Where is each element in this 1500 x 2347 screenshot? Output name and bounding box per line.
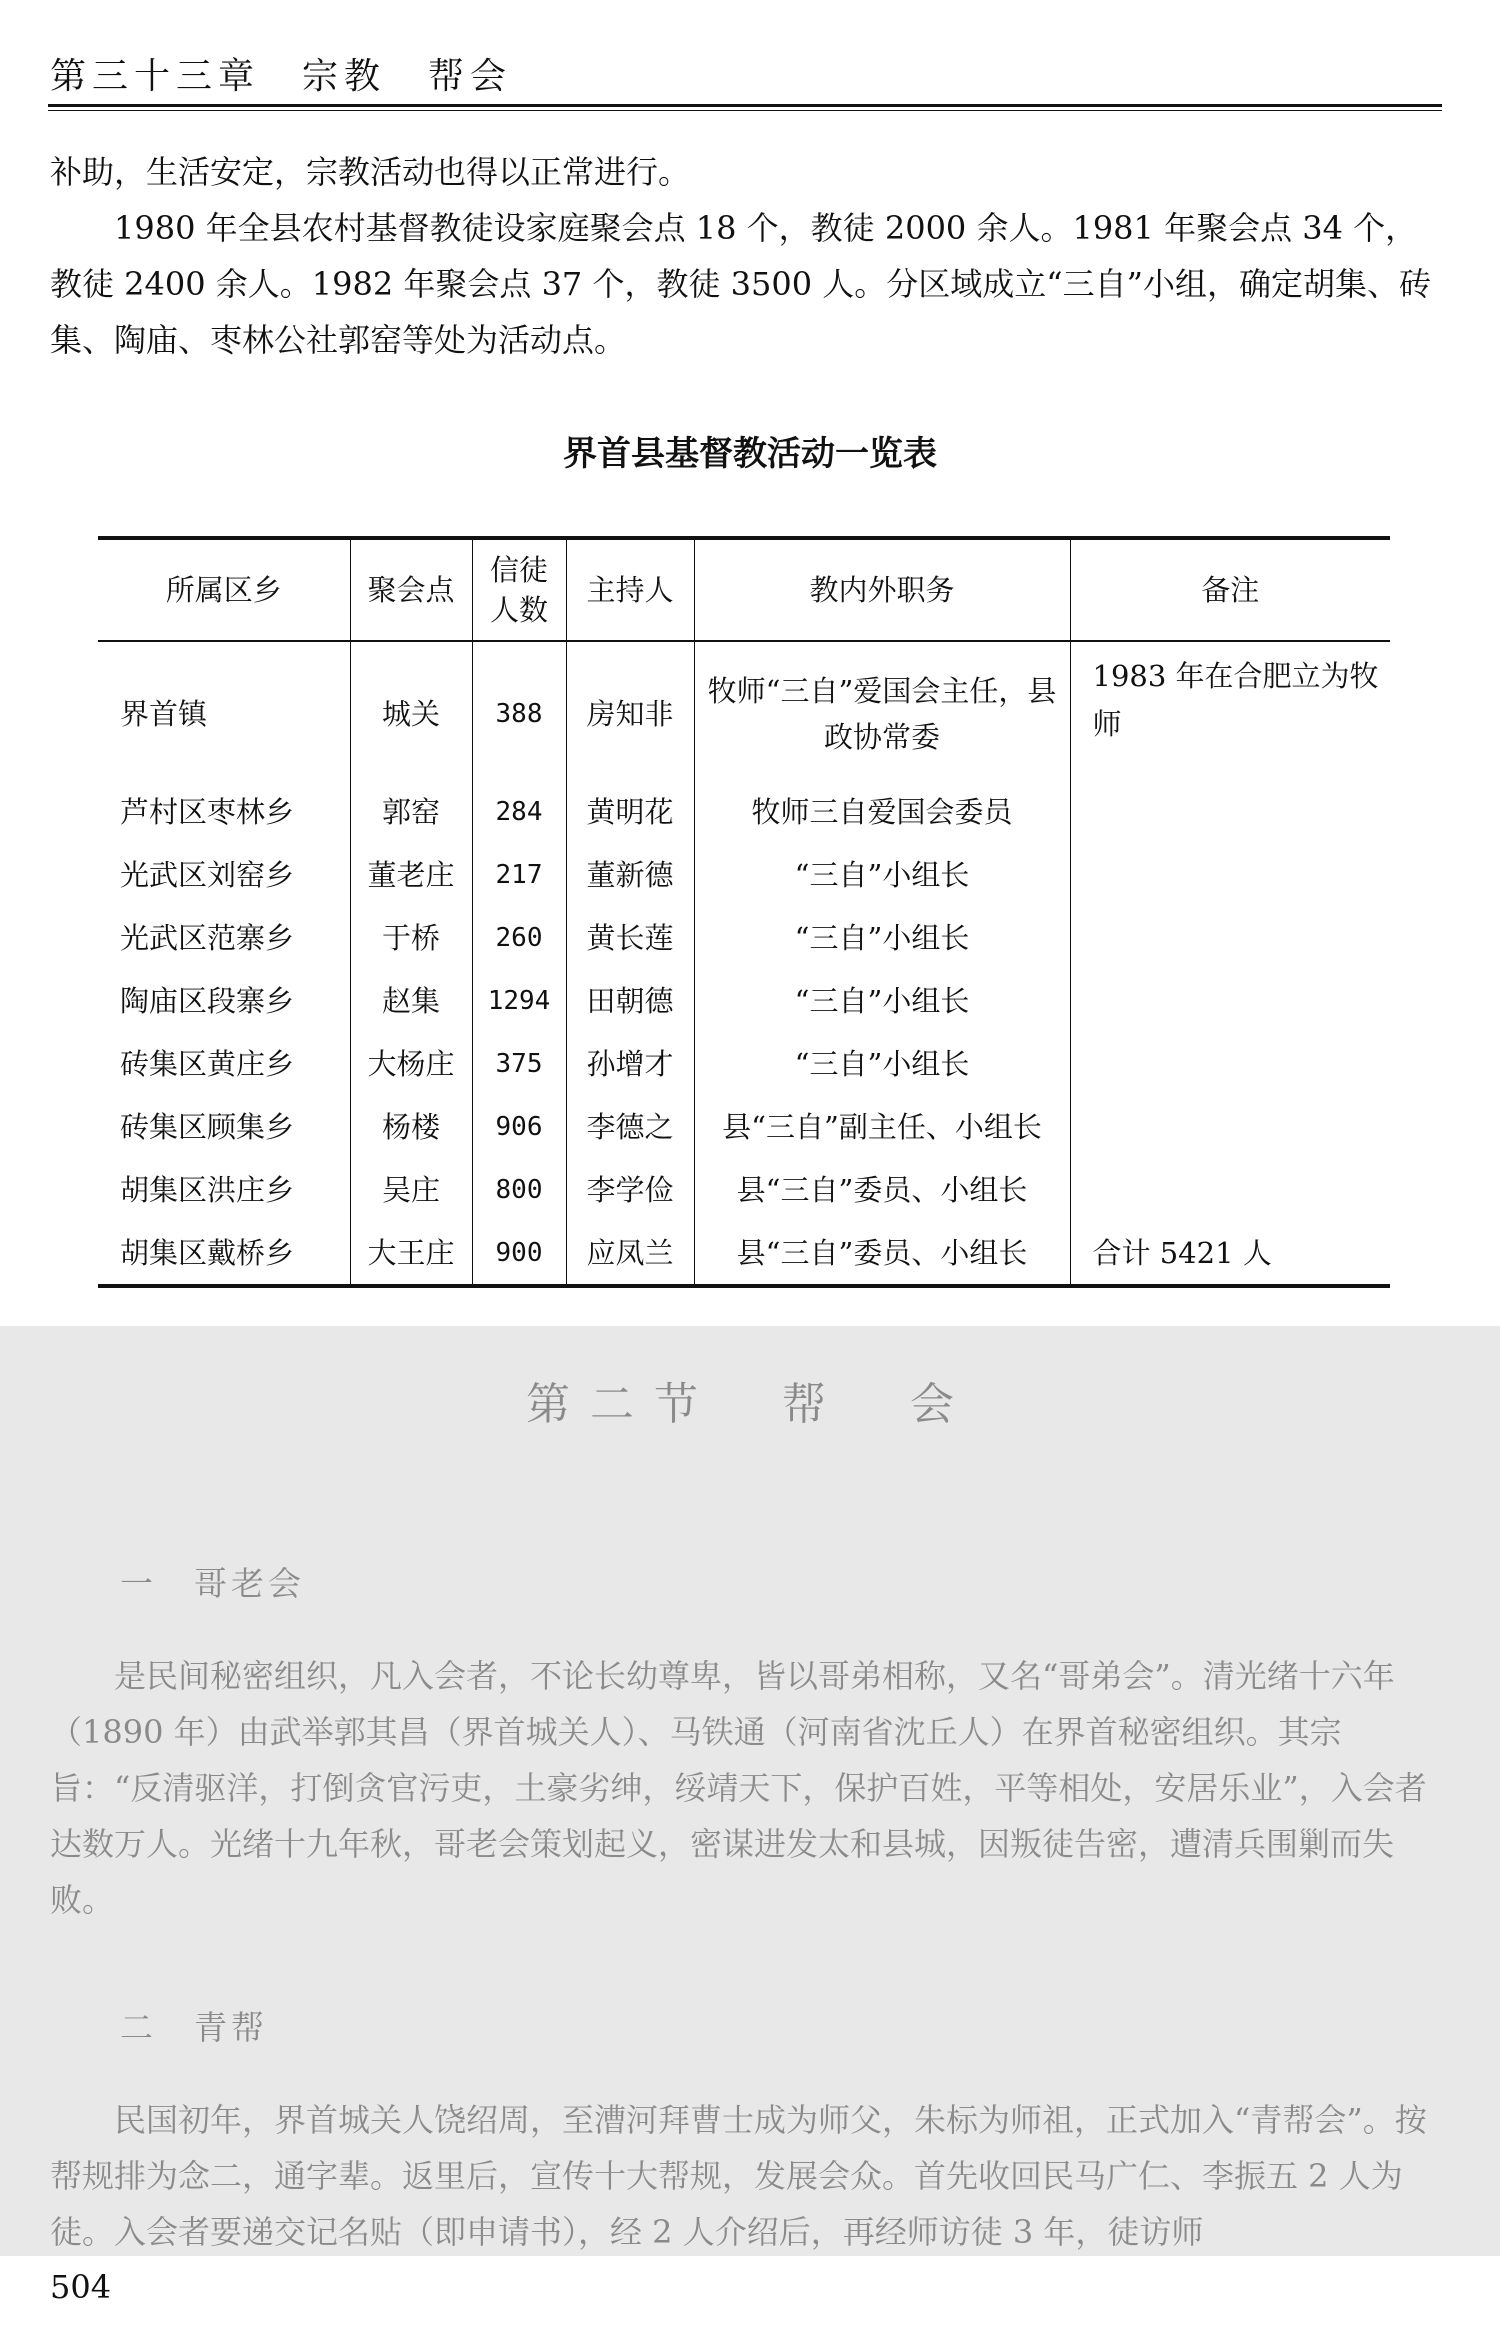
section-title: 第二节 帮 会 (526, 1379, 974, 1430)
cell-remarks: 1983 年在合肥立为牧师 (1070, 641, 1390, 780)
header-meeting-point: 聚会点 (350, 538, 472, 641)
header-position: 教内外职务 (694, 538, 1070, 641)
cell-believer-count: 906 (472, 1095, 566, 1158)
cell-district: 光武区范寨乡 (120, 920, 295, 955)
cell-meeting-point: 吴庄 (350, 1158, 472, 1221)
cell-meeting-point: 大杨庄 (350, 1032, 472, 1095)
cell-position: 县“三自”委员、小组长 (694, 1158, 1070, 1221)
table-row (98, 969, 1390, 1032)
cell-remarks (1070, 1095, 1390, 1158)
cell-believer-count: 284 (472, 780, 566, 843)
cell-believer-count: 217 (472, 843, 566, 906)
cell-believer-count: 260 (472, 906, 566, 969)
cell-remarks: 合计 5421 人 (1070, 1221, 1390, 1286)
cell-host: 黄明花 (566, 780, 694, 843)
page-header: 第三十三章 宗教 帮会 (50, 56, 513, 97)
intro-paragraph: 1980 年全县农村基督教徒设家庭聚会点 18 个，教徒 2000 余人。1981 年聚会点 34 个，教徒 2400 余人。1982 年聚会点 37 个，教徒 3500 人。分区域成立“三自”小组，确定胡集、砖集、陶庙、枣林公社郭窑等处为活动点。 (50, 209, 1431, 359)
cell-host: 田朝德 (566, 969, 694, 1032)
cell-remarks (1070, 906, 1390, 969)
cell-position: 牧师“三自”爱国会主任，县政协常委 (694, 641, 1070, 780)
cell-remarks (1070, 1158, 1390, 1221)
cell-believer-count: 800 (472, 1158, 566, 1221)
cell-district: 砖集区黄庄乡 (120, 1046, 295, 1081)
header-rule-thin (48, 110, 1442, 111)
subsection-heading: 二 青帮 (120, 2008, 268, 2047)
cell-district: 砖集区顾集乡 (120, 1109, 295, 1144)
cell-position: 县“三自”委员、小组长 (694, 1221, 1070, 1286)
header-rule-thick (48, 104, 1442, 107)
cell-district: 界首镇 (120, 697, 208, 731)
cell-host: 孙增才 (566, 1032, 694, 1095)
table-row (98, 906, 1390, 969)
table-title: 界首县基督教活动一览表 (563, 434, 937, 474)
cell-host: 董新德 (566, 843, 694, 906)
subsection-paragraph: 民国初年，界首城关人饶绍周，至漕河拜曹士成为师父，朱标为师祖，正式加入“青帮会”。按帮规排为念二，通字辈。返里后，宣传十大帮规，发展会众。首先收回民马广仁、李振五 2 人为徒。入会者要递交记名贴（即申请书），经 2 人介绍后，再经师访徒 3 年，徒访师 (50, 2101, 1427, 2251)
cell-meeting-point: 董老庄 (350, 843, 472, 906)
table-row (98, 641, 1390, 780)
cell-remarks (1070, 843, 1390, 906)
cell-meeting-point: 城关 (350, 641, 472, 780)
cell-district: 陶庙区段寨乡 (120, 983, 295, 1018)
header-host: 主持人 (566, 538, 694, 641)
intro-paragraph-continuation: 补助，生活安定，宗教活动也得以正常进行。 (50, 153, 691, 191)
cell-host: 应凤兰 (566, 1221, 694, 1286)
cell-believer-count: 900 (472, 1221, 566, 1286)
cell-remarks (1070, 1032, 1390, 1095)
cell-position: 县“三自”副主任、小组长 (694, 1095, 1070, 1158)
cell-position: “三自”小组长 (694, 969, 1070, 1032)
cell-meeting-point: 大王庄 (350, 1221, 472, 1286)
table-row (98, 1095, 1390, 1158)
cell-position: “三自”小组长 (694, 843, 1070, 906)
cell-host: 李德之 (566, 1095, 694, 1158)
page-number: 504 (50, 2268, 112, 2306)
cell-position: “三自”小组长 (694, 906, 1070, 969)
gang-section (0, 1326, 1500, 2256)
header-remarks: 备注 (1070, 538, 1390, 641)
cell-remarks (1070, 969, 1390, 1032)
cell-host: 黄长莲 (566, 906, 694, 969)
cell-host: 房知非 (566, 641, 694, 780)
cell-district: 光武区刘窑乡 (120, 857, 295, 892)
table-header-row (98, 538, 1390, 641)
cell-remarks (1070, 780, 1390, 843)
cell-meeting-point: 杨楼 (350, 1095, 472, 1158)
cell-host: 李学俭 (566, 1158, 694, 1221)
cell-position: 牧师三自爱国会委员 (694, 780, 1070, 843)
cell-district: 芦村区枣林乡 (120, 794, 295, 829)
subsection-paragraph: 是民间秘密组织，凡入会者，不论长幼尊卑，皆以哥弟相称，又名“哥弟会”。清光绪十六年（1890 年）由武举郭其昌（界首城关人）、马铁通（河南省沈丘人）在界首秘密组织。其宗旨：“反清驱洋，打倒贪官污吏，土豪劣绅，绥靖天下，保护百姓，平等相处，安居乐业”，入会者达数万人。光绪十九年秋，哥老会策划起义，密谋进发太和县城，因叛徒告密，遭清兵围剿而失败。 (50, 1657, 1427, 1919)
table-row (98, 780, 1390, 843)
cell-district: 胡集区洪庄乡 (120, 1172, 295, 1207)
cell-believer-count: 388 (472, 641, 566, 780)
cell-district: 胡集区戴桥乡 (98, 1221, 350, 1286)
header-district: 所属区乡 (98, 538, 350, 641)
table-row (98, 1221, 1390, 1286)
table-row (98, 1158, 1390, 1221)
cell-meeting-point: 郭窑 (350, 780, 472, 843)
cell-meeting-point: 于桥 (350, 906, 472, 969)
cell-position: “三自”小组长 (694, 1032, 1070, 1095)
christian-activity-table (98, 536, 1390, 1288)
subsection-heading: 一 哥老会 (120, 1564, 305, 1603)
cell-meeting-point: 赵集 (350, 969, 472, 1032)
table-row (98, 843, 1390, 906)
table-row (98, 1032, 1390, 1095)
header-believer-count: 信徒人数 (472, 538, 566, 641)
cell-believer-count: 1294 (472, 969, 566, 1032)
cell-believer-count: 375 (472, 1032, 566, 1095)
